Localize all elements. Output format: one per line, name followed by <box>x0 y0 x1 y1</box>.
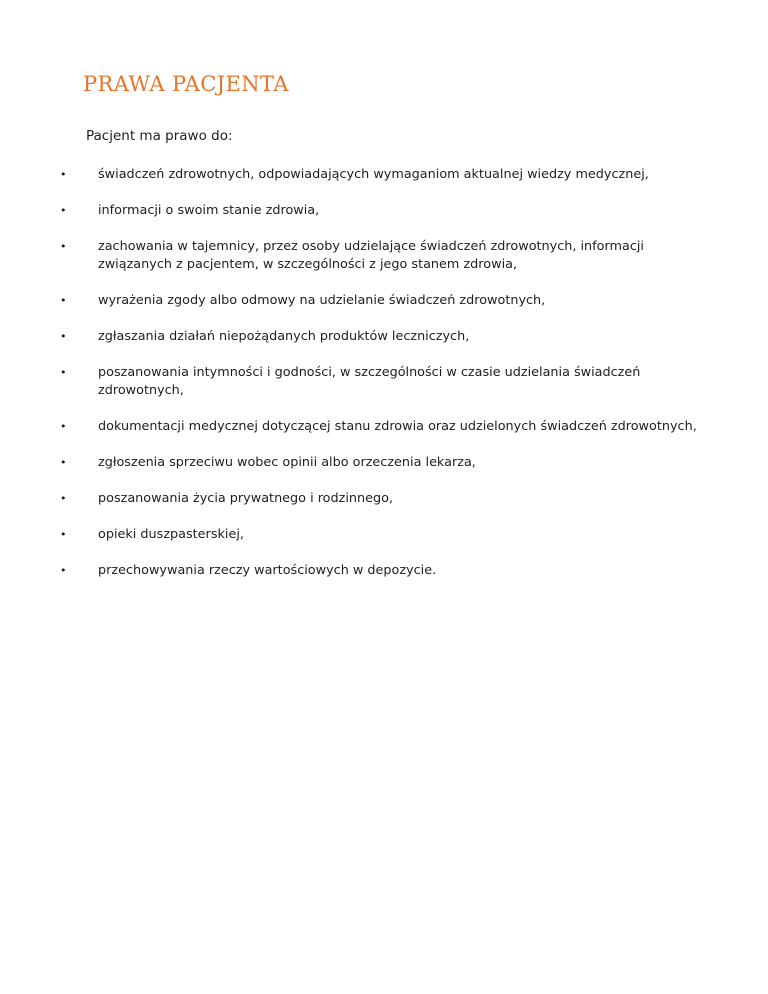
list-item-text: wyrażenia zgody albo odmowy na udzielanie świadczeń zdrowotnych, <box>98 293 546 308</box>
bullet-icon: • <box>60 330 67 343</box>
list-item <box>60 238 720 274</box>
list-item-text: zgłoszenia sprzeciwu wobec opinii albo orzeczenia lekarza, <box>98 455 476 470</box>
list-item <box>60 202 720 220</box>
list-item-text: zgłaszania działań niepożądanych produktów leczniczych, <box>98 329 470 344</box>
bullet-icon: • <box>60 294 67 307</box>
list-item-text: świadczeń zdrowotnych, odpowiadających wymaganiom aktualnej wiedzy medycznej, <box>98 167 649 182</box>
list-item-text: poszanowania życia prywatnego i rodzinnego, <box>98 491 394 506</box>
list-item-text: dokumentacji medycznej dotyczącej stanu zdrowia oraz udzielonych świadczeń zdrowotnych, <box>98 419 697 434</box>
bullet-icon: • <box>60 204 67 217</box>
bullet-icon: • <box>60 240 67 253</box>
list-item <box>60 526 720 544</box>
bullet-icon: • <box>60 492 67 505</box>
list-item-text: poszanowania intymności i godności, w szczególności w czasie udzielania świadczeń zdrowotnych, <box>98 365 641 398</box>
list-item <box>60 364 720 400</box>
list-item <box>60 328 720 346</box>
list-item <box>60 166 720 184</box>
bullet-icon: • <box>60 456 67 469</box>
bullet-icon: • <box>60 420 67 433</box>
list-item-text: opieki duszpasterskiej, <box>98 527 244 542</box>
list-item <box>60 454 720 472</box>
list-item <box>60 292 720 310</box>
list-item-text: zachowania w tajemnicy, przez osoby udzielające świadczeń zdrowotnych, informacji związanych z pacjentem, w szczególności z jego stanem zdrowia, <box>98 239 644 272</box>
bullet-icon: • <box>60 564 67 577</box>
rights-list <box>60 166 720 598</box>
bullet-icon: • <box>60 168 67 181</box>
list-item-text: przechowywania rzeczy wartościowych w depozycie. <box>98 563 437 578</box>
bullet-icon: • <box>60 528 67 541</box>
list-item <box>60 562 720 580</box>
list-item <box>60 490 720 508</box>
intro-text: Pacjent ma prawo do: <box>86 128 233 144</box>
bullet-icon: • <box>60 366 67 379</box>
page-title: PRAWA PACJENTA <box>83 72 289 96</box>
list-item-text: informacji o swoim stanie zdrowia, <box>98 203 320 218</box>
list-item <box>60 418 720 436</box>
